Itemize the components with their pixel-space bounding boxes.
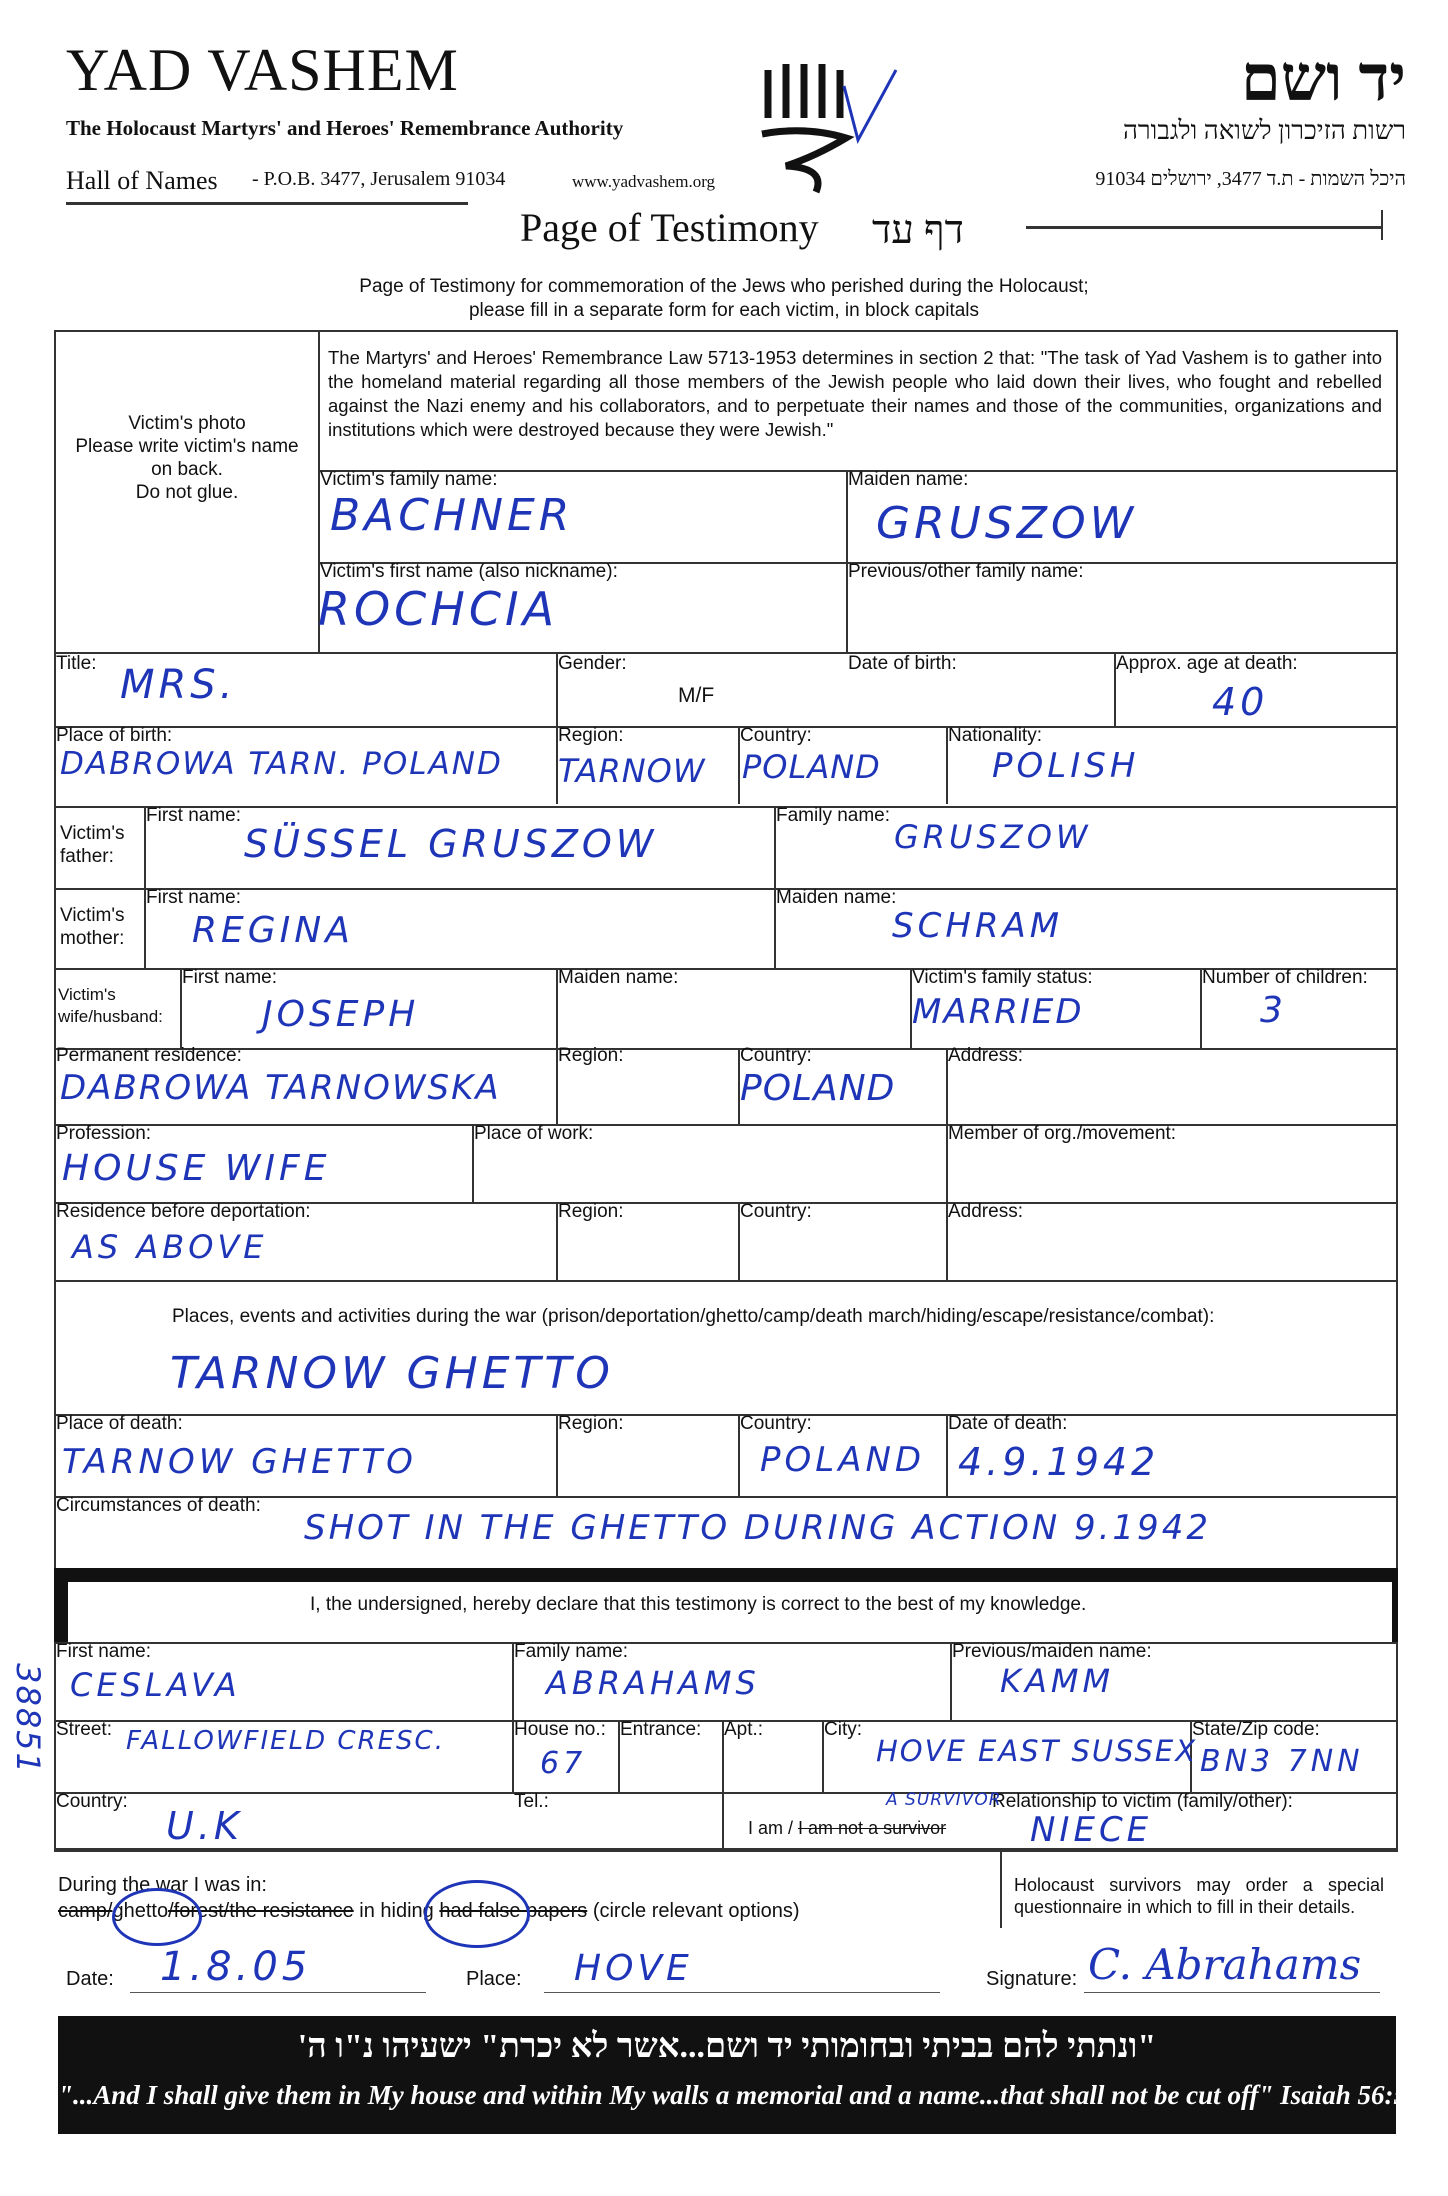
form-title-en: Page of Testimony (520, 205, 819, 250)
submitter-country-label: Country: (56, 1791, 128, 1812)
residence-value[interactable]: DABROWA TARNOWSKA (60, 1068, 501, 1108)
pob-region-value[interactable]: TARNOW (558, 752, 706, 790)
law-text: The Martyrs' and Heroes' Remembrance Law 5713-1953 determines in section 2 that: "The task of Yad Vashem is to gather into the homeland material regarding all those members of the Jewish people who laid down their lives, who fought and rebelled against the Nazi enemy and his collaborators, and to perpetuate their names and those of the communities, organizations and institutions which were destroyed because they were Jewish." (328, 347, 1382, 440)
spouse-first-value[interactable]: JOSEPH (262, 994, 420, 1035)
victim-maiden-name[interactable]: GRUSZOW (876, 498, 1138, 549)
option-hiding[interactable]: in hiding (359, 1900, 434, 1922)
submitter-prev-label: Previous/maiden name: (952, 1641, 1152, 1662)
place-value[interactable]: HOVE (574, 1948, 693, 1989)
photo-line-1: Victim's photo (128, 413, 246, 434)
option-camp[interactable]: camp/ (58, 1900, 113, 1922)
hall-of-names: Hall of Names (66, 166, 218, 195)
relationship-label: Relationship to victim (family/other): (992, 1791, 1293, 1812)
survivor-status[interactable] (748, 1818, 946, 1839)
during-war-label: During the war I was in: (58, 1874, 267, 1896)
ghetto-circle (112, 1888, 202, 1946)
signature-label: Signature: (986, 1968, 1078, 1990)
option-ghetto[interactable]: ghetto (112, 1900, 169, 1922)
option-forest[interactable]: /forest/ (168, 1900, 230, 1922)
circumstances-label: Circumstances of death: (56, 1495, 261, 1516)
death-place-label: Place of death: (56, 1413, 183, 1434)
website: www.yadvashem.org (572, 172, 716, 191)
children-value[interactable]: 3 (1260, 990, 1287, 1031)
death-region-label: Region: (558, 1413, 624, 1434)
circumstances-value[interactable]: SHOT IN THE GHETTO DURING ACTION 9.1942 (304, 1508, 1211, 1548)
zip-label: State/Zip code: (1192, 1719, 1320, 1740)
address-he: היכל השמות - ת.ד 3477, ירושלים 91034 (1095, 168, 1406, 190)
declaration-text: I, the undersigned, hereby declare that this testimony is correct to the best of my knowledge. (310, 1594, 1087, 1615)
survivor-handwritten[interactable]: A SURVIVOR (886, 1790, 1002, 1810)
spouse-label-2: wife/husband: (58, 1007, 163, 1026)
relationship-value[interactable]: NIECE (1030, 1810, 1153, 1850)
margin-number: 38851 (8, 1663, 47, 1775)
photo-box[interactable] (56, 412, 318, 504)
submitter-family-label: Family name: (514, 1641, 629, 1662)
org-name-en: YAD VASHEM (66, 37, 459, 103)
tel-label: Tel.: (514, 1791, 549, 1812)
rule (54, 1280, 1398, 1282)
deportation-region-label: Region: (558, 1201, 624, 1222)
header-rule-tick (1381, 210, 1383, 240)
father-first-value[interactable]: SÜSSEL GRUSZOW (244, 822, 658, 866)
pob-country-value[interactable]: POLAND (742, 748, 881, 786)
age-value[interactable]: 40 (1212, 680, 1269, 724)
father-label-2: father: (60, 846, 114, 867)
option-false-papers[interactable]: had false papers (439, 1900, 588, 1922)
apt-label: Apt.: (724, 1719, 764, 1740)
submitter-first-value[interactable]: CESLAVA (70, 1666, 241, 1704)
photo-line-3: on back. (151, 459, 223, 480)
circle-note: (circle relevant options) (592, 1900, 800, 1922)
city-label: City: (824, 1719, 862, 1740)
mother-maiden-value[interactable]: SCHRAM (892, 906, 1064, 946)
residence-label: Permanent residence: (56, 1045, 242, 1066)
member-org-label: Member of org./movement: (948, 1123, 1177, 1144)
verse-english: "...And I shall give them in My house and within My walls a memorial and a name...that shall not be cut off" Isaiah 56:5 (58, 2080, 1407, 2110)
house-label: House no.: (514, 1719, 606, 1740)
deportation-value[interactable]: AS ABOVE (72, 1228, 268, 1266)
zip-value[interactable]: BN3 7NN (1200, 1744, 1364, 1779)
pob-value[interactable]: DABROWA TARN. POLAND (60, 746, 503, 782)
victim-first-name-label: Victim's first name (also nickname): (320, 561, 618, 582)
mother-first-label: First name: (146, 887, 242, 908)
gender-label: Gender: (558, 653, 627, 674)
father-label-1: Victim's (60, 823, 125, 844)
street-label: Street: (56, 1719, 112, 1740)
prev-family-name-label: Previous/other family name: (848, 561, 1084, 582)
deportation-label: Residence before deportation: (56, 1201, 311, 1222)
submitter-prev-value[interactable]: KAMM (1000, 1662, 1115, 1700)
residence-region-label: Region: (558, 1045, 624, 1066)
verse-hebrew: "ונתתי להם בביתי ובחומותי יד ושם...אשר לא יכרת" ישעיהו נ"ו ה' (297, 2028, 1157, 2065)
hiding-circle (424, 1880, 530, 1948)
victim-family-name[interactable]: BACHNER (330, 490, 574, 541)
survivors-note: Holocaust survivors may order a special questionnaire in which to fill in their details. (1014, 1875, 1384, 1917)
title-value[interactable]: MRS. (120, 662, 237, 708)
signature-value[interactable]: C. Abrahams (1088, 1940, 1362, 1989)
option-resistance[interactable]: the resistance (229, 1900, 354, 1922)
photo-line-2: Please write victim's name (75, 436, 299, 457)
street-value[interactable]: FALLOWFIELD CRESC. (126, 1726, 445, 1756)
form-title-he: דף עד (872, 207, 964, 252)
rule (54, 806, 1398, 808)
spouse-label (58, 984, 163, 1028)
submitter-country-value[interactable]: U.K (166, 1804, 243, 1848)
nationality-value[interactable]: POLISH (992, 746, 1140, 786)
header-rule-left (66, 202, 468, 205)
spouse-label-1: Victim's (58, 985, 116, 1004)
submitter-family-value[interactable]: ABRAHAMS (546, 1664, 760, 1702)
family-status-value[interactable]: MARRIED (912, 992, 1084, 1032)
mother-label-1: Victim's (60, 905, 125, 926)
profession-label: Profession: (56, 1123, 152, 1144)
mother-label (60, 904, 125, 950)
date-label: Date: (66, 1968, 114, 1990)
war-value[interactable]: TARNOW GHETTO (170, 1348, 614, 1399)
pob-label: Place of birth: (56, 725, 173, 746)
gender-value[interactable]: M/F (678, 684, 715, 707)
place-label: Place: (466, 1968, 522, 1990)
father-label (60, 822, 125, 868)
father-family-label: Family name: (776, 805, 891, 826)
residence-address-label: Address: (948, 1045, 1023, 1066)
profession-value[interactable]: HOUSE WIFE (62, 1148, 331, 1189)
date-value[interactable]: 1.8.05 (160, 1944, 312, 1990)
mother-label-2: mother: (60, 928, 125, 949)
place-of-work-label: Place of work: (474, 1123, 594, 1144)
header-rule-right (1026, 226, 1382, 229)
rule (54, 1124, 1398, 1126)
rule (54, 1048, 1398, 1050)
spouse-first-label: First name: (182, 967, 278, 988)
age-label: Approx. age at death: (1116, 653, 1298, 674)
title-label: Title: (56, 653, 97, 674)
rule (1084, 1992, 1380, 1993)
check-mark-icon (840, 66, 900, 146)
intro-line-1: Page of Testimony for commemoration of the Jews who perished during the Holocaust; (359, 276, 1089, 297)
father-first-label: First name: (146, 805, 242, 826)
deportation-country-label: Country: (740, 1201, 812, 1222)
org-subtitle-en: The Holocaust Martyrs' and Heroes' Remembrance Authority (66, 116, 624, 140)
death-date-label: Date of death: (948, 1413, 1068, 1434)
victim-family-name-label: Victim's family name: (320, 469, 498, 490)
rule (54, 726, 1398, 728)
survivor-iam: I am / (748, 1818, 794, 1838)
org-subtitle-he: רשות הזיכרון לשואה ולגבורה (1122, 116, 1406, 145)
victim-first-name[interactable]: ROCHCIA (318, 582, 559, 636)
death-country-label: Country: (740, 1413, 812, 1434)
rule (54, 888, 1398, 890)
spouse-maiden-label: Maiden name: (558, 967, 679, 988)
pob-country-label: Country: (740, 725, 812, 746)
death-country-value[interactable]: POLAND (760, 1440, 926, 1480)
rule (544, 1992, 940, 1993)
deportation-address-label: Address: (948, 1201, 1023, 1222)
maiden-name-label: Maiden name: (848, 469, 969, 490)
house-value[interactable]: 67 (540, 1746, 587, 1781)
death-date-value[interactable]: 4.9.1942 (958, 1440, 1160, 1484)
father-family-value[interactable]: GRUSZOW (894, 818, 1092, 856)
rule (54, 1414, 1398, 1416)
mother-first-value[interactable]: REGINA (192, 910, 354, 951)
pob-region-label: Region: (558, 725, 624, 746)
entrance-label: Entrance: (620, 1719, 702, 1740)
war-label: Places, events and activities during the war (prison/deportation/ghetto/camp/death march/hiding/escape/resistance/combat): (172, 1306, 1215, 1327)
dob-label: Date of birth: (848, 653, 957, 674)
mother-maiden-label: Maiden name: (776, 887, 897, 908)
rule (54, 1642, 1398, 1644)
survivor-not-option: I am not a survivor (798, 1818, 947, 1838)
address-en: - P.O.B. 3477, Jerusalem 91034 (252, 168, 506, 190)
rule (722, 1792, 724, 1850)
nationality-label: Nationality: (948, 725, 1042, 746)
city-value[interactable]: HOVE EAST SUSSEX (876, 1734, 1198, 1768)
rule (54, 1850, 1398, 1852)
photo-line-4: Do not glue. (135, 482, 239, 503)
residence-country-value[interactable]: POLAND (740, 1068, 896, 1109)
org-name-he: יד ושם (1240, 43, 1406, 114)
submitter-first-label: First name: (56, 1641, 152, 1662)
rule (130, 1992, 426, 1993)
death-place-value[interactable]: TARNOW GHETTO (62, 1442, 417, 1482)
family-status-label: Victim's family status: (912, 967, 1093, 988)
children-label: Number of children: (1202, 967, 1368, 988)
intro-line-2: please fill in a separate form for each victim, in block capitals (468, 300, 980, 321)
residence-country-label: Country: (740, 1045, 812, 1066)
rule (1000, 1850, 1002, 1928)
